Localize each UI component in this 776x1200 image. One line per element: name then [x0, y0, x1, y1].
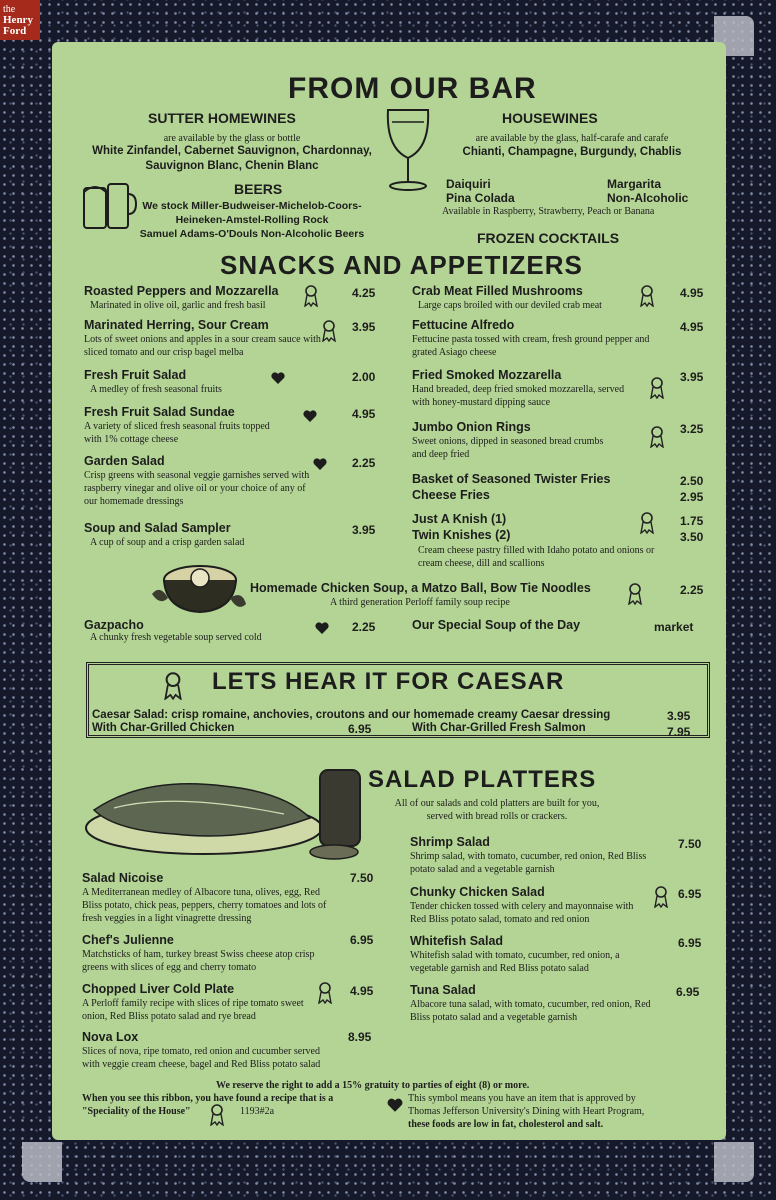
snacks-title: SNACKS AND APPETIZERS	[220, 250, 583, 280]
henry-ford-logo: the Henry Ford	[0, 0, 40, 40]
heart-icon	[312, 456, 328, 472]
menu-item-name: Jumbo Onion Rings	[412, 420, 531, 434]
menu-item-name: Chopped Liver Cold Plate	[82, 982, 235, 996]
menu-item-desc: Marinated in olive oil, garlic and fresh basil	[90, 300, 266, 311]
ribbon-icon	[322, 320, 336, 342]
menu-item-name: Garden Salad	[84, 454, 165, 468]
caesar-price: 3.95	[667, 709, 691, 723]
menu-item-name: Soup and Salad Sampler	[84, 521, 231, 535]
menu-item-name: Marinated Herring, Sour Cream	[84, 318, 269, 332]
house-heading: HOUSEWINES	[502, 110, 598, 126]
platters-note2: served with bread rolls or crackers.	[426, 811, 568, 822]
cocktail-margarita: Margarita	[607, 177, 662, 191]
menu-item-name: Chunky Chicken Salad	[410, 885, 545, 899]
ribbon-icon	[640, 512, 654, 534]
menu-item-name: Twin Knishes (2)	[412, 528, 511, 542]
cocktail-daiquiri: Daiquiri	[446, 177, 491, 191]
menu-item-name: Crab Meat Filled Mushrooms	[412, 284, 583, 298]
menu-item-price: 6.95	[350, 933, 374, 947]
caesar-chicken-price: 6.95	[348, 722, 372, 736]
corner-protector	[714, 1142, 754, 1182]
heart-note-3: these foods are low in fat, cholesterol and salt.	[408, 1119, 604, 1130]
menu-page	[52, 42, 726, 1140]
menu-item-price: 2.00	[352, 370, 376, 384]
menu-item-name: Gazpacho	[84, 618, 144, 632]
menu-item-name: Shrimp Salad	[410, 835, 490, 849]
gratuity-note: We reserve the right to add a 15% gratuity to parties of eight (8) or more.	[216, 1080, 530, 1091]
ribbon-icon	[318, 982, 332, 1004]
frozen-cocktails-heading: FROZEN COCKTAILS	[477, 230, 620, 246]
menu-item-price: 3.50	[680, 530, 704, 544]
wine-glass-icon	[382, 104, 434, 194]
menu-item-desc: Shrimp salad, with tomato, cucumber, red onion, Red Bliss potato salad and a vegetable garnish	[410, 851, 647, 875]
caesar-chicken: With Char-Grilled Chicken	[92, 722, 235, 734]
sutter-heading: SUTTER HOMEWINES	[148, 110, 296, 126]
menu-item-price: 2.25	[352, 620, 376, 634]
sutter-note: are available by the glass or bottle	[163, 133, 301, 144]
menu-item-price: 2.50	[680, 474, 704, 488]
heart-note-1: This symbol means you have an item that is approved by	[408, 1093, 636, 1104]
menu-item-price: 4.95	[352, 407, 376, 421]
ribbon-icon	[640, 285, 654, 307]
menu-item-price: 4.25	[352, 286, 376, 300]
ribbon-icon	[628, 583, 642, 605]
caesar-salmon: With Char-Grilled Fresh Salmon	[412, 722, 586, 734]
menu-item-price: 8.95	[348, 1030, 372, 1044]
menu-item-price: market	[654, 620, 694, 634]
ribbon-icon	[210, 1104, 224, 1126]
menu-item-name: Nova Lox	[82, 1030, 139, 1044]
caesar-line: Caesar Salad: crisp romaine, anchovies, croutons and our homemade creamy Caesar dressing	[92, 709, 611, 721]
menu-item-desc: A variety of sliced fresh seasonal fruits topped with 1% cottage cheese	[84, 421, 270, 445]
menu-item-name: Fresh Fruit Salad Sundae	[84, 405, 235, 419]
menu-item-price: 3.95	[680, 370, 704, 384]
cocktail-flavors: Available in Raspberry, Strawberry, Peach or Banana	[442, 206, 655, 217]
house-line1: Chianti, Champagne, Burgundy, Chablis	[462, 146, 682, 158]
menu-item-desc: Slices of nova, ripe tomato, red onion and cucumber served with veggie cream cheese, bagel and Red Bliss potato salad	[82, 1046, 321, 1070]
heart-icon	[314, 620, 330, 636]
menu-item-desc: A medley of fresh seasonal fruits	[90, 384, 222, 395]
menu-item-price: 2.25	[680, 583, 704, 597]
menu-item-desc: Cream cheese pastry filled with Idaho potato and onions or cream cheese, dill and scallions	[418, 545, 655, 569]
menu-item-price: 4.95	[680, 286, 704, 300]
menu-item-name: Whitefish Salad	[410, 934, 504, 948]
platters-note1: All of our salads and cold platters are built for you,	[394, 798, 600, 809]
house-note: are available by the glass, half-carafe and carafe	[475, 133, 669, 144]
heart-icon	[270, 370, 286, 386]
menu-item-desc: A Perloff family recipe with slices of ripe tomato sweet onion, Red Bliss potato salad and rye bread	[82, 998, 304, 1022]
ribbon-icon	[304, 285, 318, 307]
menu-item-name: Cheese Fries	[412, 488, 490, 502]
soup-bowl-icon	[148, 554, 248, 618]
heart-note-2: Thomas Jefferson University's Dining with Heart Program,	[408, 1106, 645, 1117]
menu-item-name: Just A Knish (1)	[412, 512, 507, 526]
ribbon-icon	[650, 377, 664, 399]
menu-item-desc: Whitefish salad with tomato, cucumber, red onion, a vegetable garnish and Red Bliss potato salad	[410, 950, 620, 974]
caesar-title: LETS HEAR IT FOR CAESAR	[212, 668, 565, 695]
menu-item-name: Basket of Seasoned Twister Fries	[412, 472, 611, 486]
beers-line3: Samuel Adams-O'Douls Non-Alcoholic Beers	[139, 228, 365, 240]
menu-item-desc: Sweet onions, dipped in seasoned bread crumbs and deep fried	[412, 436, 604, 460]
menu-item-desc: A cup of soup and a crisp garden salad	[90, 537, 245, 548]
ribbon-note-1: When you see this ribbon, you have found a recipe that is a	[82, 1093, 334, 1104]
heart-icon	[302, 408, 318, 424]
menu-item-desc: Matchsticks of ham, turkey breast Swiss cheese atop crisp greens with slices of egg and cherry tomato	[82, 949, 315, 973]
sutter-line2: Sauvignon Blanc, Chenin Blanc	[145, 160, 319, 172]
menu-item-name: Homemade Chicken Soup, a Matzo Ball, Bow Tie Noodles	[250, 581, 591, 595]
cocktail-pina-colada: Pina Colada	[446, 191, 515, 205]
menu-item-price: 6.95	[676, 985, 700, 999]
menu-item-price: 1.75	[680, 514, 704, 528]
menu-item-price: 7.50	[678, 837, 702, 851]
menu-item-name: Our Special Soup of the Day	[412, 618, 581, 632]
menu-item-desc: Fettucine pasta tossed with cream, fresh ground pepper and grated Asiago cheese	[412, 334, 650, 358]
ribbon-icon	[650, 426, 664, 448]
menu-item-desc: A third generation Perloff family soup recipe	[330, 597, 510, 608]
menu-item-name: Chef's Julienne	[82, 933, 174, 947]
heart-icon	[386, 1096, 404, 1114]
beers-line2: Heineken-Amstel-Rolling Rock	[175, 214, 329, 226]
menu-item-desc: Crisp greens with seasonal veggie garnishes served with raspberry vinegar and olive oil or your choice of any of our homemade dressings	[84, 470, 310, 507]
menu-item-desc: A chunky fresh vegetable soup served cold	[90, 632, 262, 643]
ribbon-note-2: "Speciality of the House"	[82, 1106, 191, 1117]
menu-item-name: Fried Smoked Mozzarella	[412, 368, 562, 382]
beers-line1: We stock Miller-Budweiser-Michelob-Coors-	[142, 200, 362, 212]
beer-mugs-icon	[80, 176, 138, 234]
menu-item-desc: A Mediterranean medley of Albacore tuna, olives, egg, Red Bliss potato, chick peas, peppers, cherry tomatoes and lots of fresh veggies in a light vinagrette dressing	[82, 887, 327, 924]
menu-item-price: 3.95	[352, 523, 376, 537]
menu-item-name: Salad Nicoise	[82, 871, 164, 885]
menu-item-desc: Lots of sweet onions and apples in a sour cream sauce with sliced tomato and our crisp bagel melba	[84, 334, 321, 358]
menu-item-price: 6.95	[678, 887, 702, 901]
platters-title: SALAD PLATTERS	[368, 766, 597, 793]
menu-item-price: 4.95	[350, 984, 374, 998]
menu-item-price: 4.95	[680, 320, 704, 334]
sutter-line1: White Zinfandel, Cabernet Sauvignon, Chardonnay,	[92, 145, 372, 157]
ribbon-icon	[654, 886, 668, 908]
caesar-salmon-price: 7.95	[667, 725, 691, 739]
corner-protector	[22, 1142, 62, 1182]
menu-item-desc: Albacore tuna salad, with tomato, cucumber, red onion, Red Bliss potato salad and a vegetable garnish	[410, 999, 651, 1023]
menu-item-price: 6.95	[678, 936, 702, 950]
form-code: 1193#2a	[240, 1106, 275, 1117]
cocktail-non-alcoholic: Non-Alcoholic	[607, 191, 689, 205]
menu-item-price: 3.95	[352, 320, 376, 334]
menu-item-desc: Tender chicken tossed with celery and mayonnaise with Red Bliss potato salad, tomato and red onion	[410, 901, 634, 925]
menu-item-name: Fettucine Alfredo	[412, 318, 515, 332]
salad-platter-icon	[84, 762, 374, 862]
menu-item-price: 3.25	[680, 422, 704, 436]
menu-item-price: 7.50	[350, 871, 374, 885]
menu-item-price: 2.95	[680, 490, 704, 504]
menu-item-desc: Hand breaded, deep fried smoked mozzarella, served with honey-mustard dipping sauce	[412, 384, 625, 408]
ribbon-icon	[164, 672, 182, 700]
menu-item-name: Tuna Salad	[410, 983, 476, 997]
menu-item-price: 2.25	[352, 456, 376, 470]
beers-heading: BEERS	[234, 181, 283, 197]
menu-item-name: Roasted Peppers and Mozzarella	[84, 284, 279, 298]
menu-item-desc: Large caps broiled with our deviled crab meat	[418, 300, 602, 311]
bar-title: FROM OUR BAR	[288, 72, 537, 105]
menu-item-name: Fresh Fruit Salad	[84, 368, 187, 382]
